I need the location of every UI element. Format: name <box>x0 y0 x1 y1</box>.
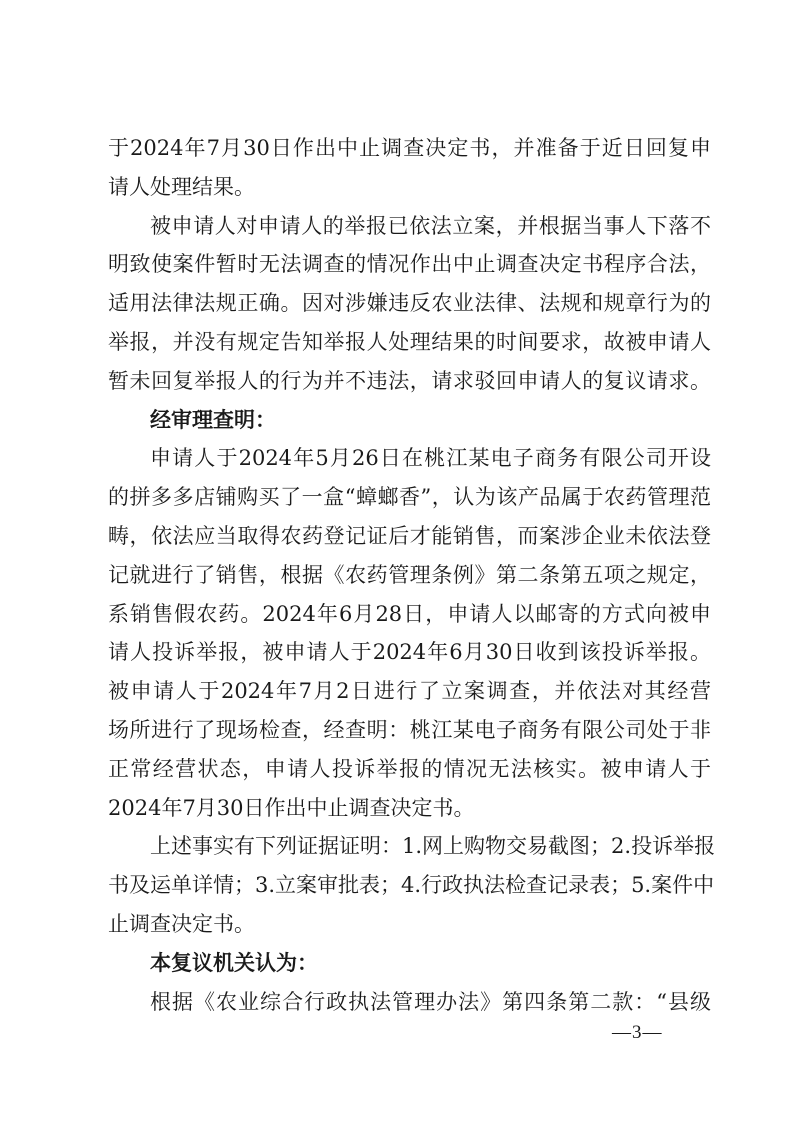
text-line: 被申请人于2024年7月2日进行了立案调查，并依法对其经营 <box>108 679 711 704</box>
text-line: 暂未回复举报人的行为并不违法，请求驳回申请人的复议请求。 <box>108 368 711 393</box>
text-line: 记就进行了销售，根据《农药管理条例》第二条第五项之规定， <box>108 562 711 587</box>
text-line: 根据《农业综合行政执法管理办法》第四条第二款：“县级 <box>150 989 711 1014</box>
section-heading: 经审理查明： <box>150 407 276 432</box>
page-number: —3— <box>612 1022 663 1043</box>
text-line: 明致使案件暂时无法调查的情况作出中止调查决定书程序合法， <box>108 252 711 277</box>
text-line: 书及运单详情；3.立案审批表；4.行政执法检查记录表；5.案件中 <box>108 873 715 898</box>
text-line: 举报，并没有规定告知举报人处理结果的时间要求，故被申请人 <box>108 329 711 354</box>
text-line: 正常经营状态，申请人投诉举报的情况无法核实。被申请人于 <box>108 756 711 781</box>
text-line: 畴，依法应当取得农药登记证后才能销售，而案涉企业未依法登 <box>108 523 711 548</box>
text-line: 2024年7月30日作出中止调查决定书。 <box>108 795 475 820</box>
text-line: 适用法律法规正确。因对涉嫌违反农业法律、法规和规章行为的 <box>108 291 711 316</box>
document-body <box>108 129 716 1021</box>
text-line: 请人投诉举报，被申请人于2024年6月30日收到该投诉举报。 <box>108 640 711 665</box>
text-line: 场所进行了现场检查，经查明：桃江某电子商务有限公司处于非 <box>108 717 711 742</box>
text-line: 被申请人对申请人的举报已依法立案，并根据当事人下落不 <box>150 213 711 238</box>
text-line: 请人处理结果。 <box>108 174 255 199</box>
text-line: 上述事实有下列证据证明：1.网上购物交易截图；2.投诉举报 <box>150 834 716 859</box>
text-line: 系销售假农药。2024年6月28日，申请人以邮寄的方式向被申 <box>108 601 711 626</box>
section-heading: 本复议机关认为： <box>150 950 318 975</box>
text-line: 的拼多多店铺购买了一盒“蟑螂香”，认为该产品属于农药管理范 <box>108 485 711 510</box>
text-line: 止调查决定书。 <box>108 911 255 936</box>
text-line: 于2024年7月30日作出中止调查决定书，并准备于近日回复申 <box>108 136 711 160</box>
text-line: 申请人于2024年5月26日在桃江某电子商务有限公司开设 <box>150 446 711 471</box>
